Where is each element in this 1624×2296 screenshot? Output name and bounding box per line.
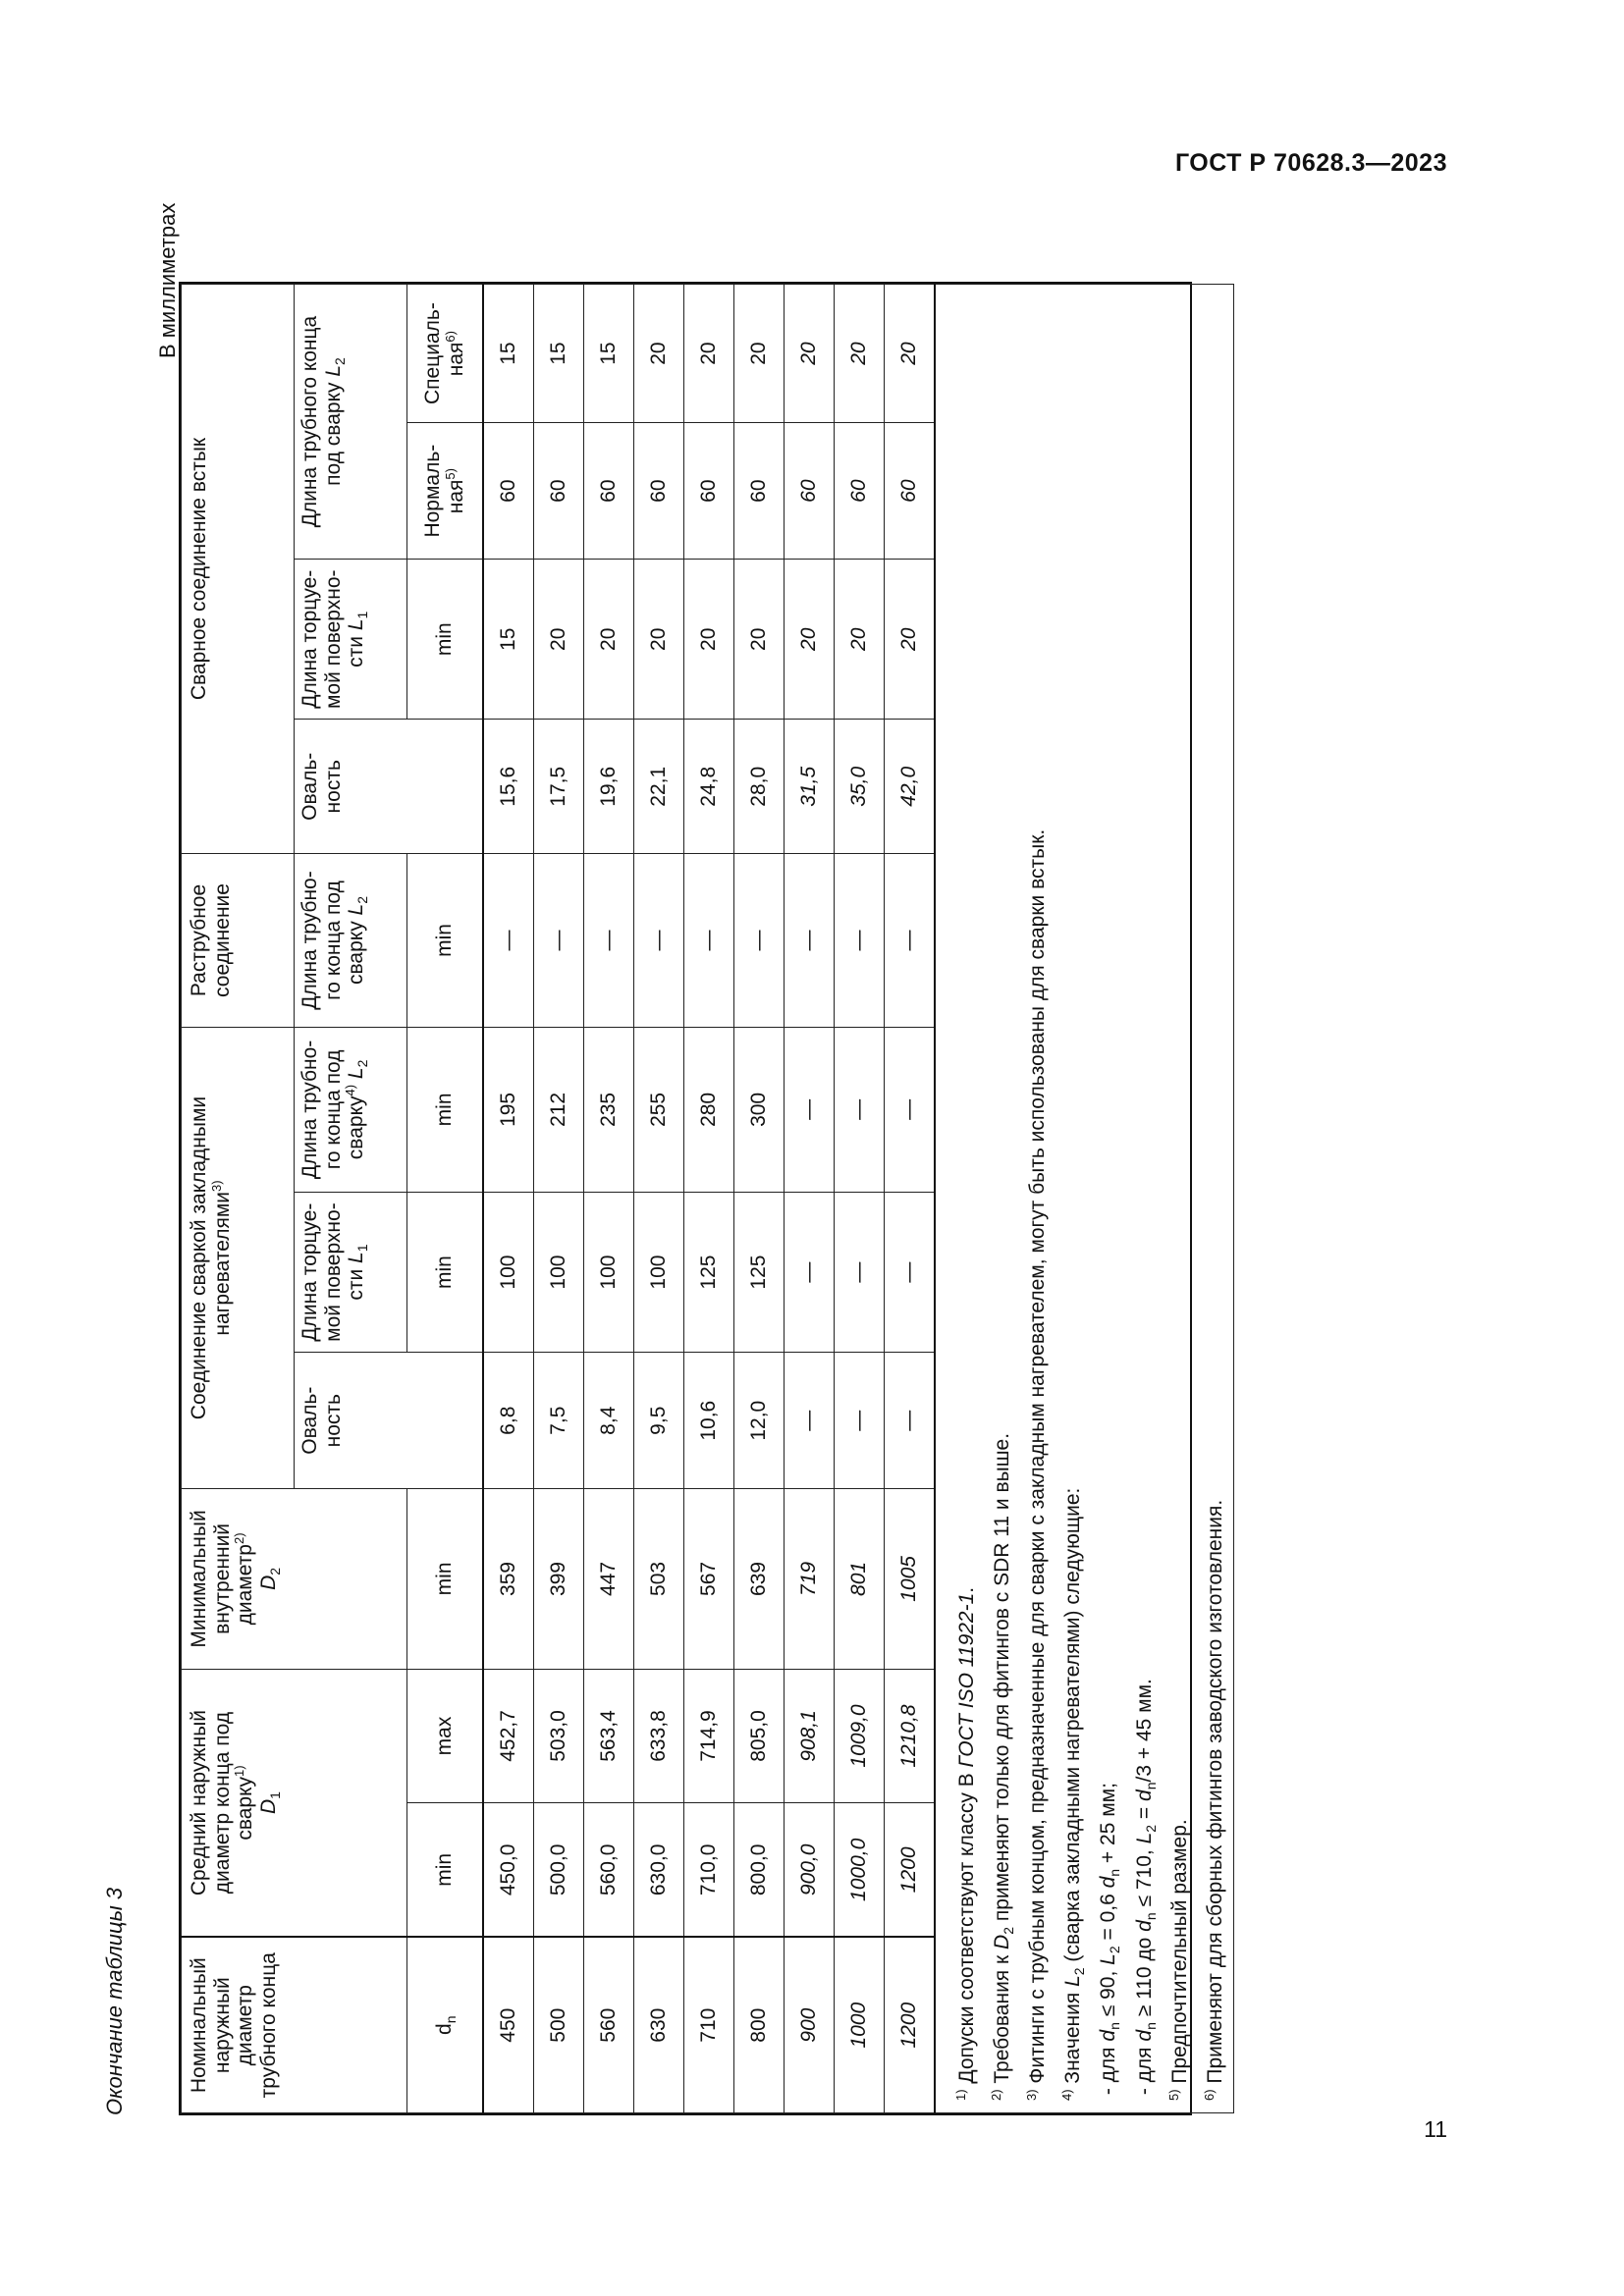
rotated-table-page	[102, 172, 1226, 2115]
cell-d1-max: 1009,0	[835, 1669, 885, 1803]
header-normal: Нормаль- ная$^{5)}$	[407, 423, 484, 560]
cell-ovality-ef: —	[885, 1353, 936, 1489]
cell-l2-socket: —	[785, 854, 835, 1028]
footnote-2: $^{2)}$ Требования к $D_2$ применяют только для фитингов с SDR 11 и выше.	[989, 1432, 1017, 2101]
header-pipe-length-socket: Длина трубно- го конца под сварку $L_2$	[295, 854, 407, 1028]
cell-l2-socket: —	[483, 854, 534, 1028]
cell-l1-butt: 20	[785, 560, 835, 720]
cell-d1-max: 633,8	[634, 1669, 684, 1803]
dimensions-table	[181, 284, 1234, 2113]
cell-d1-min: 900,0	[785, 1803, 835, 1938]
table-footnotes	[935, 285, 1233, 2113]
table-row	[634, 285, 684, 2113]
cell-d1-max: 805,0	[734, 1669, 785, 1803]
header-d1-min: min	[407, 1803, 484, 1938]
cell-l2-socket: —	[885, 854, 936, 1028]
header-nominal: Номинальный наружный диаметр трубного конца	[182, 1937, 407, 2112]
table-frame	[179, 282, 1226, 2115]
footnote-1: $^{1)}$ Допуски соответствуют классу В ГОСТ ISO 11922-1.	[953, 1586, 978, 2101]
cell-l2-special: 20	[785, 285, 835, 423]
cell-ovality-butt: 31,5	[785, 720, 835, 854]
header-l1-butt-min: min	[407, 560, 484, 720]
cell-l2-normal: 60	[483, 423, 534, 560]
header-pipe-length-ef: Длина трубно- го конца под сварку$^{4)}$ $L_2$	[295, 1027, 407, 1192]
table-body	[483, 285, 935, 2113]
cell-l2-ef: 195	[483, 1027, 534, 1192]
cell-l2-special: 20	[835, 285, 885, 423]
cell-l1-ef: 100	[634, 1192, 684, 1352]
cell-l2-special: 15	[534, 285, 584, 423]
cell-l2-socket: —	[734, 854, 785, 1028]
cell-l1-butt: 20	[584, 560, 634, 720]
cell-l2-special: 15	[584, 285, 634, 423]
cell-d1-max: 908,1	[785, 1669, 835, 1803]
header-avg-diameter: Средний наружный диаметр конца под сварку$^{1)}$ $D_1$	[182, 1669, 407, 1937]
cell-dn: 1200	[885, 1937, 936, 2112]
footnote-4: $^{4)}$ Значения $L_2$ (сварка закладными нагревателями) следующие:	[1059, 1487, 1088, 2101]
header-l1-ef-min: min	[407, 1192, 484, 1352]
cell-d1-max: 714,9	[684, 1669, 734, 1803]
header-pipe-length-butt: Длина трубного конца под сварку $L_2$	[295, 285, 407, 560]
header-face-length-ef: Длина торцуе- мой поверхно- сти $L_1$	[295, 1192, 407, 1352]
cell-l1-ef: 100	[483, 1192, 534, 1352]
cell-ovality-butt: 17,5	[534, 720, 584, 854]
cell-d1-max: 452,7	[483, 1669, 534, 1803]
cell-ovality-butt: 24,8	[684, 720, 734, 854]
cell-l1-ef: 100	[534, 1192, 584, 1352]
footnote-4a: - для $d_n \le 90$, $L_2 = 0,6$ $d_n + 25$ мм;	[1097, 1783, 1123, 2096]
header-l2-ef-min: min	[407, 1027, 484, 1192]
cell-dn: 630	[634, 1937, 684, 2112]
cell-d2-min: 801	[835, 1489, 885, 1670]
header-d1-max: max	[407, 1669, 484, 1803]
cell-dn: 710	[684, 1937, 734, 2112]
table-row	[885, 285, 936, 2113]
cell-dn: 450	[483, 1937, 534, 2112]
cell-l2-normal: 60	[785, 423, 835, 560]
cell-l1-ef: 100	[584, 1192, 634, 1352]
cell-d1-min: 630,0	[634, 1803, 684, 1938]
cell-ovality-butt: 28,0	[734, 720, 785, 854]
header-d2-min: min	[407, 1489, 484, 1670]
table-row	[734, 285, 785, 2113]
header-special: Специаль- ная$^{6)}$	[407, 285, 484, 423]
cell-l2-socket: —	[584, 854, 634, 1028]
cell-ovality-butt: 19,6	[584, 720, 634, 854]
cell-l2-special: 20	[684, 285, 734, 423]
cell-d2-min: 1005	[885, 1489, 936, 1670]
cell-l1-ef: —	[835, 1192, 885, 1352]
header-ovality-ef: Оваль- ность	[295, 1353, 484, 1489]
cell-dn: 500	[534, 1937, 584, 2112]
cell-l2-socket: —	[835, 854, 885, 1028]
table-caption: Окончание таблицы 3	[102, 1887, 127, 2115]
cell-l1-butt: 20	[734, 560, 785, 720]
cell-d1-min: 500,0	[534, 1803, 584, 1938]
cell-l2-socket: —	[534, 854, 584, 1028]
cell-ovality-ef: 12,0	[734, 1353, 785, 1489]
cell-d2-min: 359	[483, 1489, 534, 1670]
header-butt-group: Сварное соединение встык	[182, 285, 295, 854]
cell-l2-ef: 255	[634, 1027, 684, 1192]
cell-l2-special: 15	[483, 285, 534, 423]
cell-l2-normal: 60	[584, 423, 634, 560]
standard-designation: ГОСТ Р 70628.3—2023	[1174, 149, 1447, 177]
table-row	[483, 285, 534, 2113]
header-face-length-butt: Длина торцуе- мой поверхно- сти $L_1$	[295, 560, 407, 720]
page-number: 11	[1424, 2116, 1447, 2142]
header-electrofusion-group: Соединение сваркой закладными нагревателями$^{3)}$	[182, 1027, 295, 1488]
cell-l1-ef: —	[785, 1192, 835, 1352]
table-row	[835, 285, 885, 2113]
cell-d1-min: 560,0	[584, 1803, 634, 1938]
header-ovality-butt: Оваль- ность	[295, 720, 484, 854]
cell-l1-ef: 125	[684, 1192, 734, 1352]
cell-ovality-ef: 7,5	[534, 1353, 584, 1489]
cell-d1-max: 1210,8	[885, 1669, 936, 1803]
cell-l2-special: 20	[885, 285, 936, 423]
cell-ovality-ef: 8,4	[584, 1353, 634, 1489]
cell-l1-butt: 20	[534, 560, 584, 720]
cell-l1-butt: 20	[634, 560, 684, 720]
cell-l2-ef: 235	[584, 1027, 634, 1192]
cell-l2-socket: —	[684, 854, 734, 1028]
cell-ovality-butt: 15,6	[483, 720, 534, 854]
cell-l2-socket: —	[634, 854, 684, 1028]
cell-l2-special: 20	[734, 285, 785, 423]
cell-d2-min: 447	[584, 1489, 634, 1670]
units-label: В миллиметрах	[155, 202, 180, 358]
cell-d1-min: 1200	[885, 1803, 936, 1938]
cell-dn: 1000	[835, 1937, 885, 2112]
cell-l2-ef: —	[835, 1027, 885, 1192]
cell-l2-ef: —	[885, 1027, 936, 1192]
cell-ovality-ef: —	[835, 1353, 885, 1489]
cell-d2-min: 639	[734, 1489, 785, 1670]
cell-l2-normal: 60	[684, 423, 734, 560]
cell-d1-min: 710,0	[684, 1803, 734, 1938]
cell-dn: 900	[785, 1937, 835, 2112]
cell-d2-min: 503	[634, 1489, 684, 1670]
footnote-6: $^{6)}$ Применяют для сборных фитингов заводского изготовления.	[1201, 1499, 1226, 2101]
cell-l2-ef: —	[785, 1027, 835, 1192]
cell-ovality-ef: 6,8	[483, 1353, 534, 1489]
cell-l1-ef: 125	[734, 1192, 785, 1352]
cell-l1-ef: —	[885, 1192, 936, 1352]
table-row	[785, 285, 835, 2113]
cell-d1-min: 450,0	[483, 1803, 534, 1938]
cell-d2-min: 399	[534, 1489, 584, 1670]
footnote-3: $^{3)}$ Фитинги с трубным концом, предназначенные для сварки с закладным нагревателем, могут быть использованы для сварки встык.	[1024, 828, 1050, 2101]
cell-l1-butt: 15	[483, 560, 534, 720]
cell-d1-max: 563,4	[584, 1669, 634, 1803]
cell-l1-butt: 20	[684, 560, 734, 720]
cell-d2-min: 719	[785, 1489, 835, 1670]
cell-l2-normal: 60	[835, 423, 885, 560]
table-row	[584, 285, 634, 2113]
cell-l2-ef: 300	[734, 1027, 785, 1192]
cell-d2-min: 567	[684, 1489, 734, 1670]
cell-d1-min: 1000,0	[835, 1803, 885, 1938]
header-l2-socket-min: min	[407, 854, 484, 1028]
cell-l2-ef: 280	[684, 1027, 734, 1192]
cell-l2-normal: 60	[885, 423, 936, 560]
cell-l2-normal: 60	[634, 423, 684, 560]
cell-d1-min: 800,0	[734, 1803, 785, 1938]
table-row	[534, 285, 584, 2113]
cell-ovality-butt: 42,0	[885, 720, 936, 854]
cell-d1-max: 503,0	[534, 1669, 584, 1803]
header-socket-group: Раструбное соединение	[182, 854, 295, 1028]
cell-l2-normal: 60	[734, 423, 785, 560]
cell-l1-butt: 20	[835, 560, 885, 720]
cell-dn: 560	[584, 1937, 634, 2112]
cell-l2-ef: 212	[534, 1027, 584, 1192]
footnote-5: $^{5)}$ Предпочтительный размер.	[1165, 1819, 1191, 2101]
cell-dn: 800	[734, 1937, 785, 2112]
cell-ovality-ef: 10,6	[684, 1353, 734, 1489]
cell-ovality-butt: 22,1	[634, 720, 684, 854]
header-dn: $d_n$	[407, 1937, 484, 2112]
cell-ovality-butt: 35,0	[835, 720, 885, 854]
cell-l2-normal: 60	[534, 423, 584, 560]
footnote-4b: - для $d_n \ge 110$ до $d_n \le 710$, $L_2 = d_n/3 + 45$ мм.	[1132, 1679, 1159, 2096]
header-min-inner-diameter: Минимальный внутренний диаметр$^{2)}$ $D_2$	[182, 1489, 407, 1670]
table-row	[684, 285, 734, 2113]
cell-ovality-ef: 9,5	[634, 1353, 684, 1489]
cell-l2-special: 20	[634, 285, 684, 423]
cell-ovality-ef: —	[785, 1353, 835, 1489]
cell-l1-butt: 20	[885, 560, 936, 720]
